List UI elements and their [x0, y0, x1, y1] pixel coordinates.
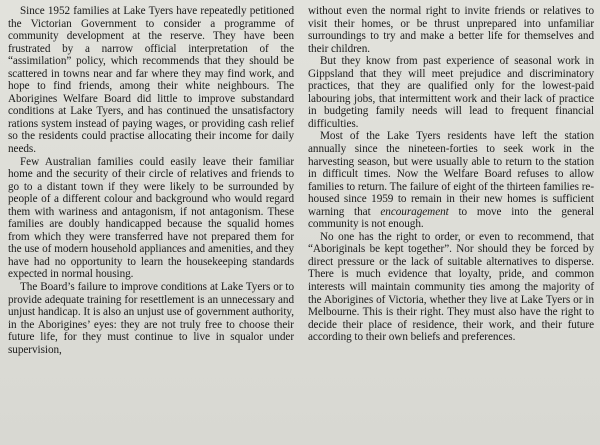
paragraph-continuation: without even the normal right to invite friends or relatives to visit their homes, or be thrust unprepared into unfamiliar surroundings to try and make a better life for themselves and their children. — [308, 5, 594, 55]
paragraph-6: No one has the right to order, or even to recommend, that “Aboriginals be kept together”. Nor should they be forced by direct pressure or the lack of suitable alternatives to disperse. There is much evidence that loyalty, pride, and common interests will maintain community ties among the majority of the Aborigines of Victoria, whether they live at Lake Tyers or in Melbourne. This is their right. They must also have the right to decide their place of residence, their work, and their future according to their own beliefs and preferences. — [308, 230, 594, 344]
right-column — [308, 5, 594, 356]
paragraph-1: Since 1952 families at Lake Tyers have repeatedly petitioned the Victorian Government to consider a programme of community development at the reserve. They have been frustrated by a narrow official interpretation of the “assimilation” policy, which recommends that they should be scattered in towns near and far where they may find work, and hope to find friends, among their white neighbours. The Aborigines Welfare Board did little to improve substandard conditions at Lake Tyers, and has continued the unsatisfactory rations system instead of paying wages, or providing cash relief so the residents could practise allocating their income for daily needs. — [8, 5, 294, 156]
paragraph-3: The Board’s failure to improve conditions at Lake Tyers or to provide adequate training for resettlement is an unnecessary and unjust handicap. It is also an unjust use of government authority, in the Aborigines’ eyes: they are not truly free to choose their future life, for they must continue to live in squalor under supervision, — [8, 281, 294, 356]
paragraph-5-text-b: to move into the general community is not enough. — [308, 205, 594, 231]
paragraph-2: Few Australian families could easily leave their familiar home and the security of their circle of relatives and friends to go to a distant town if they were likely to be surrounded by people of a different colour and background who would regard them with wariness and antagonism, if not antagonism. These families are doubly handicapped because the squalid homes from which they were transferred have not prepared them for the use of modern household appliances and amenities, and they have had no opportunity to learn the housekeeping standards expected in normal housing. — [8, 155, 294, 281]
paragraph-4: But they know from past experience of seasonal work in Gippsland that they will meet prejudice and discriminatory practices, that they are qualified only for the lowest-paid labouring jobs, that intermittent work and their lack of practice in budgeting family needs will lead to frequent financial difficulties. — [308, 55, 594, 130]
paragraph-5-text-a: Most of the Lake Tyers residents have left the station annually since the nineteen-forties to seek work in the harvesting season, but were usually able to return to the station in difficult times. Now the Welfare Board refuses to allow families to return. The failure of eight of the thirteen families re-housed since 1959 to remain in their new homes is sufficient warning that — [308, 130, 594, 218]
text-columns — [8, 5, 594, 356]
paragraph-5 — [308, 130, 594, 230]
emphasis-encouragement: encouragement — [380, 205, 449, 218]
left-column — [8, 5, 294, 356]
